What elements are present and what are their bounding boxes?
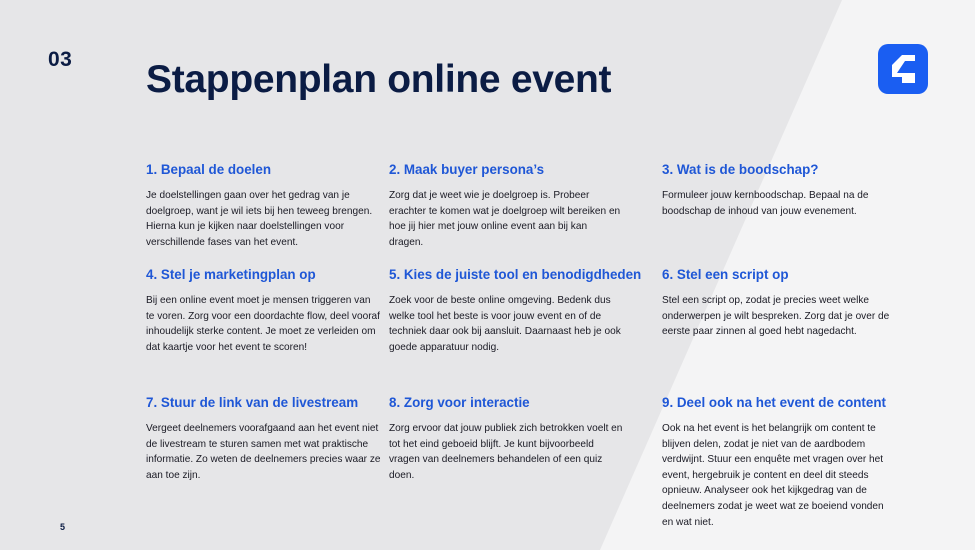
step-5-text: Zoek voor de beste online omgeving. Bedenk dus welke tool het beste is voor jouw event en of de techniek daar ook bij aansluit. Daarnaast heb je ook goede apparatuur nodig. bbox=[389, 295, 621, 353]
step-7-title: 7. Stuur de link van de livestream bbox=[146, 395, 359, 410]
slide-title: Stappenplan online event bbox=[146, 58, 612, 101]
step-1-text: Je doelstellingen gaan over het gedrag van je doelgroep, want je wil iets bij hen teweeg brengen. Hierna kun je kijken naar doelstellingen voor verschillende fases van het event. bbox=[146, 190, 373, 248]
step-6-text: Stel een script op, zodat je precies weet welke onderwerpen je wilt bespreken. Zorg dat je over de eerste paar zinnen al goed hebt nagedacht. bbox=[662, 295, 890, 338]
step-7-text: Vergeet deelnemers voorafgaand aan het event niet de livestream te sturen samen met wat praktische informatie. Zo weten de deelnemers precies waar ze aan toe zijn. bbox=[146, 423, 381, 481]
step-9-title: 9. Deel ook na het event de content bbox=[662, 395, 886, 410]
step-3 bbox=[662, 162, 897, 219]
step-4-title: 4. Stel je marketingplan op bbox=[146, 267, 316, 282]
step-5-title: 5. Kies de juiste tool en benodigdheden bbox=[389, 267, 642, 282]
step-9-text: Ook na het event is het belangrijk om content te blijven delen, zodat je niet van de aardbodem verdwijnt. Stuur een enquête met vragen over het event, hergebruik je content en deel dit steeds opnieuw. Analyseer ook het kijkgedrag van de deelnemers zodat je weet wat ze boeiend vonden en wat niet. bbox=[662, 423, 884, 528]
step-1-title: 1. Bepaal de doelen bbox=[146, 162, 272, 177]
step-2-title: 2. Maak buyer persona’s bbox=[389, 162, 545, 177]
step-5 bbox=[389, 267, 642, 355]
step-4-text: Bij een online event moet je mensen triggeren van te voren. Zorg voor een doordachte flow, deel vooraf inhoudelijk sterke content. Je moet ze verleiden om dat kaartje voor het event te scoren! bbox=[146, 295, 380, 353]
step-8-title: 8. Zorg voor interactie bbox=[389, 395, 530, 410]
step-3-text: Formuleer jouw kernboodschap. Bepaal na de boodschap de inhoud van jouw evenement. bbox=[662, 190, 869, 217]
step-6 bbox=[662, 267, 897, 340]
step-8-text: Zorg ervoor dat jouw publiek zich betrokken voelt en tot het eind geboeid blijft. Je kunt bijvoorbeeld vragen van deelnemers behandelen of een quiz doen. bbox=[389, 423, 623, 481]
step-2 bbox=[389, 162, 624, 250]
step-3-title: 3. Wat is de boodschap? bbox=[662, 162, 819, 177]
page-number: 5 bbox=[60, 522, 66, 532]
step-1 bbox=[146, 162, 381, 250]
step-7 bbox=[146, 395, 381, 483]
step-6-title: 6. Stel een script op bbox=[662, 267, 789, 282]
step-9 bbox=[662, 395, 897, 530]
logo-glyph bbox=[878, 44, 928, 94]
lightning-bolt-icon bbox=[878, 44, 928, 94]
step-2-text: Zorg dat je weet wie je doelgroep is. Probeer erachter te komen wat je doelgroep wilt bereiken en hoe jij hier met jouw online event aan bij kan dragen. bbox=[389, 190, 621, 248]
step-8 bbox=[389, 395, 624, 483]
section-number: 03 bbox=[48, 48, 73, 71]
step-4 bbox=[146, 267, 381, 355]
